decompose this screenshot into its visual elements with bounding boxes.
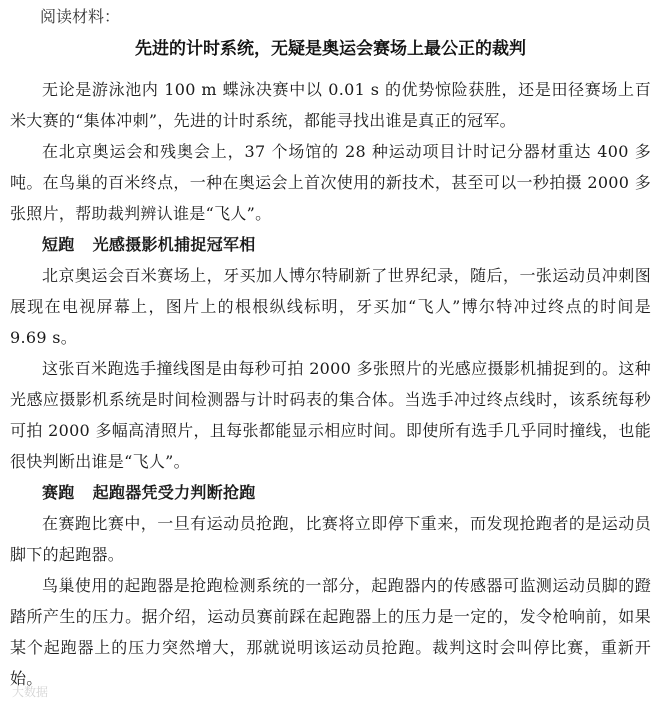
section-heading-sprint: [42, 229, 651, 260]
section-heading-sprint-subtitle: 光感摄影机捕捉冠军相: [92, 235, 256, 254]
section-heading-race-subtitle: 起跑器凭受力判断抢跑: [92, 483, 256, 502]
sprint-paragraph-2: 这张百米跑选手撞线图是由每秒可拍 2000 多张照片的光感应摄影机捕捉到的。这种光感应摄影机系统是时间检测器与计时码表的集合体。当选手冲过终点线时，该系统每秒可拍 2000 多幅高清照片，且每张都能显示相应时间。即使所有选手几乎同时撞线，也能很快判断出谁是“飞人”。: [10, 359, 651, 471]
race-paragraph-2: 鸟巢使用的起跑器是抢跑检测系统的一部分，起跑器内的传感器可监测运动员脚的蹬踏所产生的压力。据介绍，运动员赛前踩在起跑器上的压力是一定的，发令枪响前，如果某个起跑器上的压力突然增大，那就说明该运动员抢跑。裁判这时会叫停比赛，重新开始。: [10, 576, 651, 688]
article-title: 先进的计时系统，无疑是奥运会赛场上最公正的裁判: [135, 39, 526, 59]
intro-paragraph-2: 在北京奥运会和残奥会上，37 个场馆的 28 种运动项目计时记分器材重达 400 多吨。在鸟巢的百米终点，一种在奥运会上首次使用的新技术，甚至可以一秒拍摄 2000 多张照片，帮助裁判辨认谁是“飞人”。: [10, 142, 651, 223]
race-paragraph-1: 在赛跑比赛中，一旦有运动员抢跑，比赛将立即停下重来，而发现抢跑者的是运动员脚下的起跑器。: [10, 514, 651, 564]
intro-paragraph-1: 无论是游泳池内 100 m 蝶泳决赛中以 0.01 s 的优势惊险获胜，还是田径赛场上百米大赛的“集体冲刺”，先进的计时系统，都能寻找出谁是真正的冠军。: [10, 80, 651, 130]
reading-material-label: 阅读材料：: [40, 7, 121, 26]
watermark: 大数据: [12, 685, 49, 699]
section-heading-race: [42, 477, 651, 508]
section-heading-sprint-topic: 短跑: [42, 235, 75, 254]
section-heading-race-topic: 赛跑: [42, 483, 75, 502]
sprint-paragraph-1: 北京奥运会百米赛场上，牙买加人博尔特刷新了世界纪录，随后，一张运动员冲刺图展现在电视屏幕上，图片上的根根纵线标明，牙买加“飞人”博尔特冲过终点的时间是 9.69 s。: [10, 266, 651, 347]
